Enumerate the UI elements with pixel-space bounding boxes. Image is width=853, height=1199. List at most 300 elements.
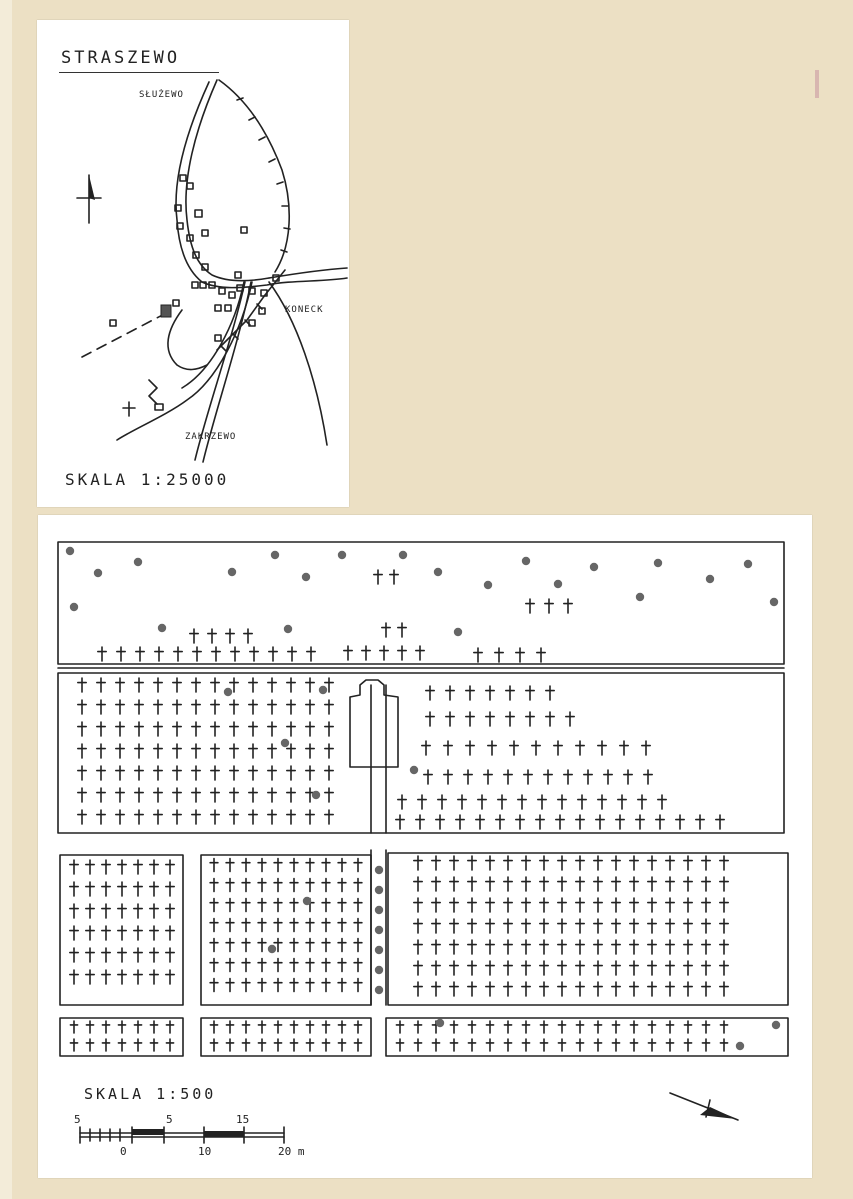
- grave-mound: [312, 791, 320, 799]
- grave-cross: [612, 898, 620, 912]
- grave-cross: [558, 1021, 565, 1033]
- grave-mound: [410, 766, 418, 774]
- grave-cross: [135, 766, 143, 780]
- grave-cross: [102, 904, 110, 918]
- grave-cross: [450, 940, 458, 954]
- grave-cross: [134, 970, 142, 984]
- grave-cross: [450, 961, 458, 975]
- grave-cross: [102, 882, 110, 896]
- grave-cross: [210, 1039, 217, 1051]
- rail-hatches: [221, 98, 290, 351]
- grave-cross: [616, 815, 624, 829]
- grave-cross: [322, 1039, 329, 1051]
- grave-cross: [648, 940, 656, 954]
- grave-cross: [598, 741, 606, 755]
- grave-cross: [540, 856, 548, 870]
- grave-cross: [684, 877, 692, 891]
- grave-cross: [249, 788, 257, 802]
- grave-mound: [399, 551, 407, 559]
- grave-cross: [398, 795, 406, 809]
- grave-cross: [522, 961, 530, 975]
- grave-cross: [450, 919, 458, 933]
- grave-cross: [242, 979, 250, 992]
- grave-cross: [486, 919, 494, 933]
- grave-cross: [154, 810, 162, 824]
- grave-cross: [118, 904, 126, 918]
- grave-cross: [495, 648, 503, 662]
- grave-cross: [618, 795, 626, 809]
- grave-cross: [540, 961, 548, 975]
- grave-mound: [554, 580, 562, 588]
- grave-cross: [630, 982, 638, 996]
- grave-cross: [211, 788, 219, 802]
- grave-cross: [620, 741, 628, 755]
- grave-cross: [476, 815, 484, 829]
- grave-cross: [594, 877, 602, 891]
- grave-cross: [70, 970, 78, 984]
- grave-cross: [666, 940, 674, 954]
- grave-cross: [648, 856, 656, 870]
- grave-cross: [426, 686, 434, 700]
- grave-cross: [612, 919, 620, 933]
- grave-cross: [504, 919, 512, 933]
- grave-cross: [274, 899, 282, 912]
- grave-cross: [154, 700, 162, 714]
- grave-mound: [590, 563, 598, 571]
- grave-cross: [496, 815, 504, 829]
- grave-cross: [287, 810, 295, 824]
- grave-cross: [666, 898, 674, 912]
- grave-cross: [102, 1021, 109, 1033]
- grave-cross: [174, 647, 182, 661]
- grave-mound: [736, 1042, 744, 1050]
- grave-cross: [390, 570, 398, 584]
- grave-cross: [306, 700, 314, 714]
- grave-cross: [468, 940, 476, 954]
- grave-cross: [150, 882, 158, 896]
- grave-cross: [230, 788, 238, 802]
- grave-mound: [434, 568, 442, 576]
- grave-cross: [466, 741, 474, 755]
- grave-cross: [192, 700, 200, 714]
- grave-cross: [325, 766, 333, 780]
- grave-cross: [98, 647, 106, 661]
- grave-cross: [97, 810, 105, 824]
- grave-mound: [770, 598, 778, 606]
- grave-cross: [374, 570, 382, 584]
- grave-cross: [338, 859, 346, 872]
- grave-cross: [486, 898, 494, 912]
- grave-cross: [78, 810, 86, 824]
- grave-cross: [522, 1021, 529, 1033]
- grave-cross: [468, 1021, 475, 1033]
- grave-cross: [630, 877, 638, 891]
- grave-cross: [702, 877, 710, 891]
- grave-cross: [720, 877, 728, 891]
- grave-cross: [322, 899, 330, 912]
- grave-cross: [414, 1021, 421, 1033]
- grave-cross: [576, 741, 584, 755]
- wayside-building: [155, 404, 163, 410]
- grave-cross: [522, 898, 530, 912]
- grave-cross: [720, 1039, 727, 1051]
- grave-cross: [135, 700, 143, 714]
- grave-cross: [97, 678, 105, 692]
- grave-cross: [576, 982, 584, 996]
- grave-cross: [338, 939, 346, 952]
- grave-cross: [322, 979, 330, 992]
- grave-cross: [118, 926, 126, 940]
- grave-cross: [474, 648, 482, 662]
- grave-cross: [306, 859, 314, 872]
- grave-cross: [478, 795, 486, 809]
- grave-cross: [70, 1021, 77, 1033]
- grave-cross: [268, 700, 276, 714]
- grave-cross: [414, 877, 422, 891]
- grave-cross: [488, 741, 496, 755]
- grave-cross: [666, 961, 674, 975]
- grave-cross: [466, 686, 474, 700]
- grave-cross: [154, 766, 162, 780]
- grave-cross: [486, 856, 494, 870]
- grave-cross: [648, 877, 656, 891]
- grave-mound: [66, 547, 74, 555]
- grave-cross: [564, 770, 572, 784]
- grave-cross: [210, 959, 218, 972]
- grave-cross: [720, 898, 728, 912]
- grave-cross: [173, 678, 181, 692]
- grave-cross: [516, 648, 524, 662]
- grave-cross: [398, 646, 406, 660]
- scale-label-upper-2: 5: [166, 1113, 173, 1126]
- grave-cross: [268, 788, 276, 802]
- grave-cross: [192, 678, 200, 692]
- grave-cross: [226, 919, 234, 932]
- grave-cross: [250, 647, 258, 661]
- grave-cross: [173, 700, 181, 714]
- grave-cross: [540, 877, 548, 891]
- grave-cross: [558, 919, 566, 933]
- grave-cross: [230, 700, 238, 714]
- grave-cross: [116, 744, 124, 758]
- grave-cross: [325, 700, 333, 714]
- grave-cross: [192, 788, 200, 802]
- grave-cross: [506, 686, 514, 700]
- grave-cross: [624, 770, 632, 784]
- grave-cross: [166, 948, 174, 962]
- grave-cross: [486, 982, 494, 996]
- grave-cross: [526, 686, 534, 700]
- grave-cross: [258, 1021, 265, 1033]
- grave-cross: [290, 1021, 297, 1033]
- grave-cross: [226, 1039, 233, 1051]
- grave-cross: [432, 982, 440, 996]
- grave-cross: [642, 741, 650, 755]
- grave-cross: [432, 940, 440, 954]
- grave-mound: [375, 866, 383, 874]
- grave-cross: [258, 859, 266, 872]
- place-label-east: KONECK: [285, 305, 324, 315]
- grave-cross: [118, 970, 126, 984]
- north-arrow-icon: [670, 1093, 738, 1120]
- grave-cross: [102, 926, 110, 940]
- grave-cross: [116, 722, 124, 736]
- grave-cross: [414, 982, 422, 996]
- grave-cross: [166, 882, 174, 896]
- grave-cross: [230, 766, 238, 780]
- grave-cross: [287, 678, 295, 692]
- grave-cross: [648, 898, 656, 912]
- grave-cross: [268, 678, 276, 692]
- grave-cross: [566, 712, 574, 726]
- grave-cross: [504, 770, 512, 784]
- grave-cross: [306, 766, 314, 780]
- grave-cross: [418, 795, 426, 809]
- grave-cross: [242, 1021, 249, 1033]
- grave-cross: [504, 898, 512, 912]
- grave-cross: [344, 646, 352, 660]
- grave-cross: [522, 856, 530, 870]
- grave-cross: [306, 810, 314, 824]
- grave-cross: [86, 904, 94, 918]
- grave-mound: [158, 624, 166, 632]
- grave-cross: [422, 741, 430, 755]
- grave-mound: [224, 688, 232, 696]
- grave-cross: [414, 856, 422, 870]
- grave-cross: [306, 744, 314, 758]
- graves-layer: [66, 547, 780, 1051]
- grave-cross: [211, 700, 219, 714]
- grave-cross: [432, 961, 440, 975]
- grave-cross: [338, 1021, 345, 1033]
- grave-cross: [78, 700, 86, 714]
- grave-cross: [86, 948, 94, 962]
- scale-label-lower-2: 10: [198, 1145, 212, 1158]
- grave-cross: [578, 795, 586, 809]
- grave-cross: [287, 700, 295, 714]
- grave-cross: [211, 766, 219, 780]
- grave-cross: [498, 795, 506, 809]
- grave-cross: [396, 815, 404, 829]
- grave-cross: [307, 647, 315, 661]
- grave-cross: [97, 744, 105, 758]
- grave-mound: [636, 593, 644, 601]
- grave-cross: [684, 898, 692, 912]
- grave-cross: [630, 919, 638, 933]
- grave-cross: [504, 982, 512, 996]
- grave-cross: [558, 982, 566, 996]
- grave-mound: [319, 686, 327, 694]
- grave-cross: [78, 678, 86, 692]
- grave-cross: [432, 877, 440, 891]
- grave-mound: [454, 628, 462, 636]
- grave-cross: [486, 686, 494, 700]
- grave-cross: [576, 877, 584, 891]
- grave-cross: [456, 815, 464, 829]
- grave-cross: [558, 940, 566, 954]
- grave-cross: [290, 1039, 297, 1051]
- grave-cross: [268, 744, 276, 758]
- grave-cross: [354, 979, 362, 992]
- grave-cross: [135, 810, 143, 824]
- grave-mound: [375, 986, 383, 994]
- grave-cross: [598, 795, 606, 809]
- grave-cross: [594, 898, 602, 912]
- cross-icon: [123, 402, 135, 416]
- grave-cross: [354, 879, 362, 892]
- grave-cross: [696, 815, 704, 829]
- plan-scale: SKALA 1:500: [84, 1085, 217, 1103]
- grave-cross: [78, 788, 86, 802]
- grave-mound: [134, 558, 142, 566]
- grave-cross: [432, 1039, 439, 1051]
- grave-cross: [230, 744, 238, 758]
- grave-cross: [258, 1039, 265, 1051]
- grave-cross: [325, 722, 333, 736]
- grave-cross: [211, 678, 219, 692]
- grave-cross: [154, 788, 162, 802]
- grave-cross: [684, 1039, 691, 1051]
- grave-cross: [249, 700, 257, 714]
- grave-cross: [438, 795, 446, 809]
- grave-cross: [70, 860, 78, 874]
- grave-cross: [135, 678, 143, 692]
- grave-cross: [97, 700, 105, 714]
- grave-cross: [70, 882, 78, 896]
- grave-cross: [274, 859, 282, 872]
- grave-cross: [556, 815, 564, 829]
- grave-cross: [118, 1039, 125, 1051]
- grave-cross: [258, 919, 266, 932]
- grave-cross: [468, 919, 476, 933]
- grave-cross: [468, 898, 476, 912]
- grave-cross: [544, 770, 552, 784]
- grave-cross: [584, 770, 592, 784]
- grave-cross: [210, 879, 218, 892]
- grave-cross: [210, 919, 218, 932]
- scale-label-upper-3: 15: [236, 1113, 250, 1126]
- grave-cross: [242, 1039, 249, 1051]
- grave-cross: [414, 1039, 421, 1051]
- grave-cross: [211, 722, 219, 736]
- grave-cross: [242, 899, 250, 912]
- grave-cross: [226, 979, 234, 992]
- grave-cross: [166, 1039, 173, 1051]
- grave-cross: [210, 899, 218, 912]
- grave-cross: [226, 629, 234, 643]
- grave-cross: [244, 629, 252, 643]
- grave-cross: [136, 647, 144, 661]
- grave-cross: [486, 961, 494, 975]
- grave-cross: [684, 1021, 691, 1033]
- grave-cross: [306, 939, 314, 952]
- grave-cross: [540, 940, 548, 954]
- grave-cross: [414, 961, 422, 975]
- grave-cross: [538, 795, 546, 809]
- grave-cross: [720, 1021, 727, 1033]
- grave-cross: [322, 879, 330, 892]
- grave-cross: [510, 741, 518, 755]
- grave-cross: [396, 1039, 403, 1051]
- grave-cross: [636, 815, 644, 829]
- grave-cross: [290, 959, 298, 972]
- scale-bar: [80, 1127, 284, 1143]
- grave-cross: [97, 722, 105, 736]
- grave-cross: [287, 722, 295, 736]
- grave-cross: [468, 961, 476, 975]
- grave-cross: [630, 898, 638, 912]
- grave-cross: [396, 1021, 403, 1033]
- grave-cross: [173, 766, 181, 780]
- grave-cross: [612, 1021, 619, 1033]
- grave-cross: [287, 788, 295, 802]
- scale-label-lower-3: 20 m: [278, 1145, 305, 1158]
- grave-cross: [676, 815, 684, 829]
- grave-mound: [375, 946, 383, 954]
- grave-cross: [576, 1021, 583, 1033]
- grave-cross: [287, 744, 295, 758]
- grave-mound: [436, 1019, 444, 1027]
- grave-cross: [192, 810, 200, 824]
- grave-cross: [226, 1021, 233, 1033]
- grave-cross: [258, 879, 266, 892]
- grave-cross: [486, 712, 494, 726]
- grave-cross: [274, 879, 282, 892]
- grave-cross: [249, 810, 257, 824]
- grave-cross: [268, 766, 276, 780]
- grave-cross: [274, 919, 282, 932]
- grave-cross: [468, 856, 476, 870]
- grave-cross: [166, 860, 174, 874]
- grave-cross: [558, 961, 566, 975]
- grave-cross: [306, 879, 314, 892]
- grave-cross: [596, 815, 604, 829]
- grave-cross: [116, 700, 124, 714]
- grave-cross: [211, 744, 219, 758]
- grave-cross: [656, 815, 664, 829]
- grave-mound: [302, 573, 310, 581]
- grave-cross: [468, 982, 476, 996]
- sheet-edge: [0, 0, 12, 1199]
- grave-cross: [576, 940, 584, 954]
- grave-cross: [720, 856, 728, 870]
- grave-mound: [284, 625, 292, 633]
- grave-cross: [226, 859, 234, 872]
- grave-cross: [380, 646, 388, 660]
- grave-cross: [684, 856, 692, 870]
- grave-cross: [86, 1039, 93, 1051]
- grave-cross: [537, 648, 545, 662]
- grave-cross: [594, 919, 602, 933]
- grave-cross: [118, 882, 126, 896]
- grave-cross: [210, 979, 218, 992]
- grave-cross: [684, 919, 692, 933]
- map-title: STRASZEWO: [61, 48, 181, 68]
- grave-mound: [375, 886, 383, 894]
- grave-mound: [772, 1021, 780, 1029]
- cemetery-plan: [38, 515, 812, 1178]
- grave-cross: [208, 629, 216, 643]
- grave-mound: [303, 897, 311, 905]
- grave-cross: [612, 1039, 619, 1051]
- grave-cross: [173, 722, 181, 736]
- grave-cross: [102, 860, 110, 874]
- grave-cross: [325, 788, 333, 802]
- grave-cross: [322, 919, 330, 932]
- grave-cross: [269, 647, 277, 661]
- grave-mound: [70, 603, 78, 611]
- grave-cross: [522, 919, 530, 933]
